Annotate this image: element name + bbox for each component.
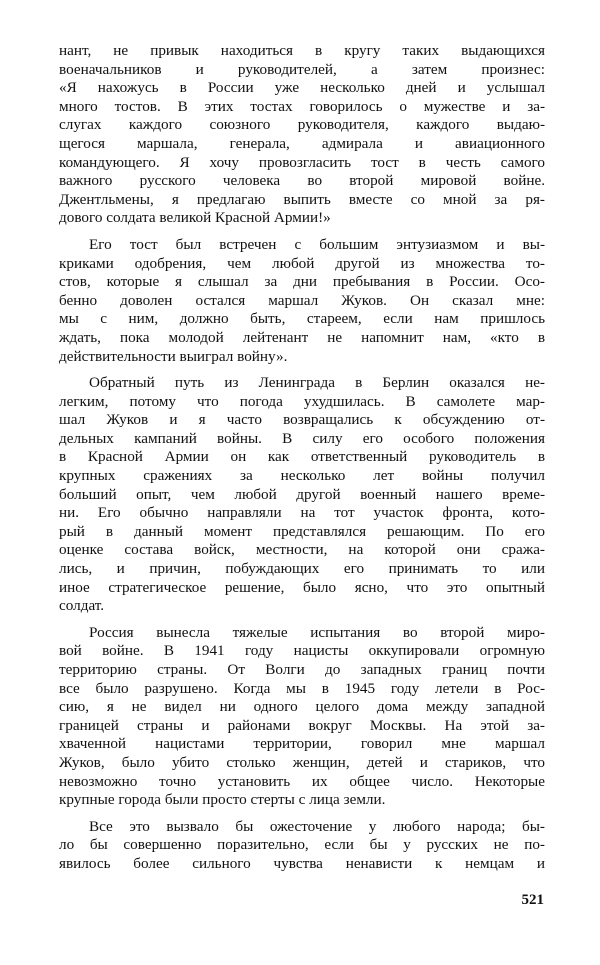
text-line: слугах каждого союзного руководителя, каждого выдаю- [59, 116, 545, 134]
text-line: солдат. [59, 597, 105, 615]
text-line: Джентльмены, я предлагаю выпить вместе со мной за ря- [59, 190, 545, 208]
text-line: в Красной Армии он как ответственный руководитель в [59, 448, 545, 466]
text-line: «Я нахожусь в России уже несколько дней и услышал [59, 79, 545, 97]
text-line: дельных кампаний войны. В силу его особого положения [59, 429, 545, 447]
text-line: Жуков, было убито столько женщин, детей и стариков, что [59, 753, 545, 771]
page-text [59, 42, 545, 874]
text-line: криками одобрения, чем любой другой из множества то- [59, 254, 545, 272]
text-line: бенно доволен остался маршал Жуков. Он сказал мне: [59, 291, 545, 309]
paragraph [59, 42, 545, 228]
text-line: нант, не привык находиться в кругу таких выдающихся [59, 42, 545, 59]
paragraph [59, 236, 545, 366]
page-number: 521 [521, 892, 544, 908]
paragraph [59, 624, 545, 810]
text-line: рый в данный момент представлялся решающим. По его [59, 522, 545, 540]
text-line: важного русского человека во второй мировой войне. [59, 172, 545, 190]
text-line: много тостов. В этих тостах говорилось о мужестве и за- [59, 97, 545, 115]
text-line: действительности выиграл войну». [59, 347, 288, 365]
text-line: оценке состава войск, местности, на которой они сража- [59, 541, 545, 559]
text-line: территорию страны. От Волги до западных границ почти [59, 661, 545, 678]
text-line: лись, и причин, побуждающих его принимать то или [59, 560, 545, 578]
text-line: Обратный путь из Ленинграда в Берлин оказался не- [89, 374, 545, 392]
text-line: военачальников и руководителей, а затем произнес: [59, 60, 545, 78]
text-line: явилось более сильного чувства ненависти к немцам и [59, 854, 545, 872]
text-line: сию, я не видел ни одного целого дома между западной [59, 698, 545, 716]
paragraph [59, 374, 545, 616]
text-line: легким, потому что погода ухудшилась. В самолете мар- [59, 392, 545, 410]
text-line: Его тост был встречен с большим энтузиазмом и вы- [89, 235, 545, 253]
text-line: дового солдата великой Красной Армии!» [59, 209, 331, 227]
text-line: иное стратегическое решение, было ясно, что это опытный [59, 578, 545, 596]
text-line: шал Жуков и я часто возвращались к обсуждению от- [59, 411, 545, 429]
text-line: крупные города были просто стерты с лица земли. [59, 791, 386, 809]
text-line: Все это вызвало бы ожесточение у любого народа; бы- [89, 817, 545, 835]
paragraph [59, 818, 545, 874]
text-line: Россия вынесла тяжелые испытания во второй миро- [89, 623, 545, 641]
text-line: ло бы совершенно поразительно, если бы у русских не по- [59, 836, 545, 854]
text-line: стов, которые я слышал за дни пребывания в России. Осо- [59, 273, 545, 291]
text-line: невозможно точно установить их общее число. Некоторые [59, 772, 545, 790]
text-line: щегося маршала, генерала, адмирала и авиационного [59, 134, 545, 152]
text-line: больший опыт, чем любой другой военный нашего време- [59, 485, 545, 503]
text-line: вой войне. В 1941 году нацисты оккупировали огромную [59, 642, 545, 660]
text-line: все было разрушено. Когда мы в 1945 году летели в Рос- [59, 679, 545, 697]
text-line: границей страны и районами вокруг Москвы. На этой за- [59, 716, 545, 734]
text-line: хваченной нацистами территории, говорил мне маршал [59, 735, 545, 753]
text-line: крупных сражениях за несколько лет войны получил [59, 467, 545, 485]
text-line: командующего. Я хочу провозгласить тост в честь самого [59, 153, 545, 171]
text-line: ждать, пока молодой лейтенант не напомнит нам, «кто в [59, 328, 545, 346]
text-line: мы с ним, должно быть, стареем, если нам пришлось [59, 310, 545, 328]
text-line: ни. Его обычно направляли на тот участок фронта, кото- [59, 504, 545, 522]
